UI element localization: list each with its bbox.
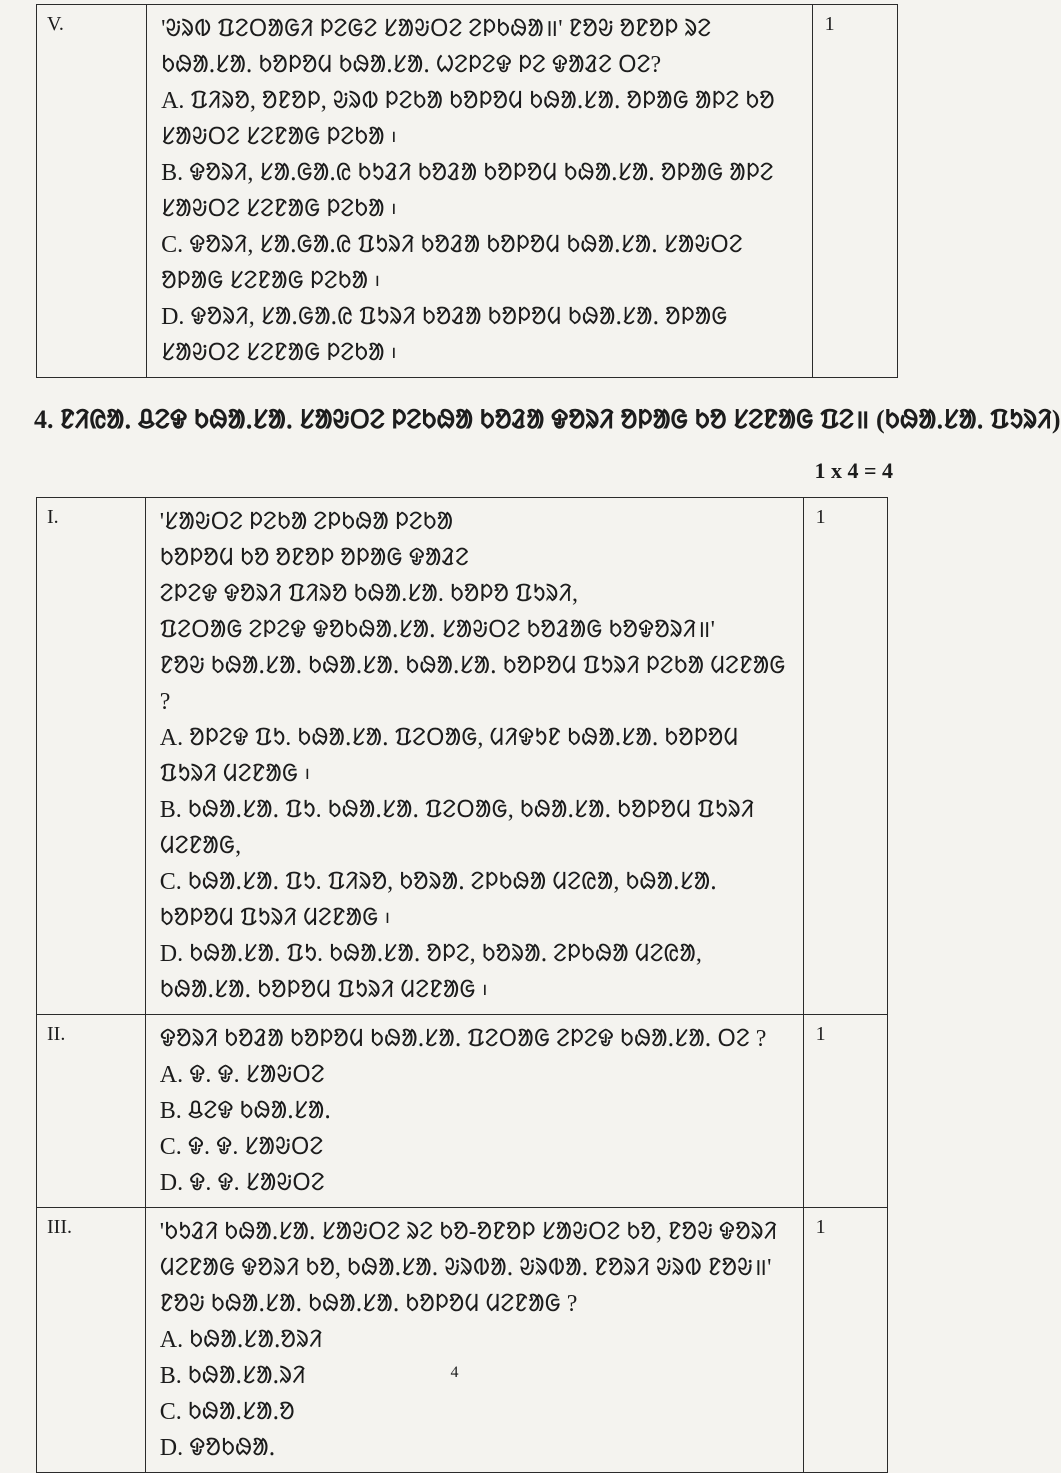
question-text: ᱫᱚᱨᱤ ᱠᱚᱲᱟ ᱠᱚᱞᱚᱢ ᱠᱷᱟᱹᱥᱟᱹ ᱯᱮᱛᱟᱜ ᱮᱞᱮᱫ ᱠᱷᱟᱹᱥᱟᱹ ᱛᱮ ? xyxy=(159,1026,767,1052)
option-c: C. ᱫ. ᱫ. ᱥᱟᱶᱛᱮ xyxy=(159,1134,324,1160)
question-4-heading: 4. ᱱᱤᱭᱟᱹ ᱪᱮᱫ ᱠᱷᱟᱹᱥᱟᱹ ᱥᱟᱶᱛᱮ ᱞᱮᱠᱷᱟ ᱠᱚᱲᱟ ᱫᱚᱨᱤ ᱚᱞᱟᱜ ᱠᱚ ᱥᱮᱱᱟᱜ ᱯᱮ॥ (ᱠᱷᱟᱹᱥᱟᱹ ᱯᱩᱨᱤ) xyxy=(34,405,1061,434)
option-b: B. ᱫᱚᱨᱤ, ᱥᱟᱹᱜᱟᱹᱭ ᱠᱩᱲᱤ ᱠᱚᱲᱟ ᱠᱚᱞᱚᱢ ᱠᱷᱟᱹᱥᱟᱹ ᱚᱞᱟᱜ ᱟᱞᱮ ᱥᱟᱶᱛᱮ ᱥᱮᱱᱟᱜ ᱞᱮᱠᱟ ᱾ xyxy=(161,160,774,222)
option-a: A. ᱫ. ᱫ. ᱥᱟᱶᱛᱮ xyxy=(159,1062,325,1088)
question-table-4 xyxy=(36,497,888,1473)
marks: 1 xyxy=(812,5,897,378)
poem-line: ᱮᱞᱮᱫ ᱫᱚᱨᱤ ᱯᱤᱨᱚ ᱠᱷᱟ.ᱥᱟ. ᱠᱚᱞᱚ ᱯᱩᱨᱤ, xyxy=(159,581,578,607)
poem-line: 'ᱥᱟᱶᱛᱮ ᱞᱮᱠᱟ ᱮᱞᱠᱷᱟ ᱞᱮᱠᱟ xyxy=(159,509,454,535)
question-cell xyxy=(147,5,813,378)
marks-scheme: 1 x 4 = 4 xyxy=(814,458,893,483)
option-b: B. ᱠᱷᱟᱹᱥᱟᱹ ᱯᱩ. ᱠᱷᱟᱹᱥᱟᱹ ᱯᱮᱛᱟᱜ, ᱠᱷᱟᱹᱥᱟᱹ ᱠᱚᱞᱚᱢ ᱯᱩᱨᱤ ᱢᱮᱱᱟᱜ, xyxy=(159,797,755,859)
question-text: ᱱᱚᱶ ᱠᱷᱟᱹᱥᱟᱹ ᱠᱷᱟᱹᱥᱟᱹ ᱠᱷᱟᱹᱥᱟᱹ ᱠᱚᱞᱚᱢ ᱯᱩᱨᱤ ᱞᱮᱠᱟ ᱢᱮᱱᱟᱜ ? xyxy=(159,653,786,715)
marks: 1 xyxy=(803,1208,887,1473)
question-cell xyxy=(145,498,803,1015)
option-a: A. ᱯᱤᱨᱚ, ᱚᱱᱚᱞ, ᱶᱨᱵ ᱞᱮᱠᱟ ᱠᱚᱞᱚᱢ ᱠᱷᱟᱹᱥᱟᱹ ᱚᱞᱟᱜ ᱟᱞᱮ ᱠᱚ ᱥᱟᱶᱛᱮ ᱥᱮᱱᱟᱜ ᱞᱮᱠᱟ ᱾ xyxy=(161,88,775,150)
option-d: D. ᱫᱚᱨᱤ, ᱥᱟᱹᱜᱟᱹᱭ ᱯᱩᱨᱤ ᱠᱚᱲᱟ ᱠᱚᱞᱚᱢ ᱠᱷᱟᱹᱥᱟᱹ ᱚᱞᱟᱜ ᱥᱟᱶᱛᱮ ᱥᱮᱱᱟᱜ ᱞᱮᱠᱟ ᱾ xyxy=(161,304,728,366)
option-a: A. ᱠᱷᱟᱹᱥᱟᱹᱚᱨᱤ xyxy=(159,1327,323,1353)
option-d: D. ᱫᱚᱠᱷᱟᱹ xyxy=(159,1435,276,1461)
row-number: III. xyxy=(37,1208,146,1473)
question-text: 'ᱠᱩᱲᱤ ᱠᱷᱟᱹᱥᱟᱹ ᱥᱟᱶᱛᱮ ᱨᱮ ᱠᱚ-ᱚᱱᱚᱞ ᱥᱟᱶᱛᱮ ᱠᱚ, ᱱᱚᱶ ᱫᱚᱨᱤ ᱢᱮᱱᱟᱜ ᱫᱚᱨᱤ ᱠᱚ, ᱠᱷᱟᱹᱥᱟᱹ ᱶᱨᱵᱟᱹ ᱶᱨᱵᱟᱹ ᱱᱚᱨᱤ ᱶᱨᱵ ᱱᱚᱶ॥' ᱱᱚᱶ ᱠᱷᱟᱹᱥᱟᱹ ᱠᱷᱟᱹᱥᱟᱹ ᱠᱚᱞᱚᱢ ᱢᱮᱱᱟᱜ ? xyxy=(159,1219,778,1317)
question-cell xyxy=(145,1208,803,1473)
option-c: C. ᱠᱷᱟᱹᱥᱟᱹ ᱯᱩ. ᱯᱤᱨᱚ, ᱠᱚᱨᱟᱹ ᱮᱞᱠᱷᱟ ᱢᱮᱭᱟ, ᱠᱷᱟᱹᱥᱟᱹ ᱠᱚᱞᱚᱢ ᱯᱩᱨᱤ ᱢᱮᱱᱟᱜ ᱾ xyxy=(159,869,717,931)
marks: 1 xyxy=(803,498,887,1015)
row-ii xyxy=(37,1015,888,1208)
row-i xyxy=(37,498,888,1015)
poem-line: ᱠᱚᱞᱚᱢ ᱠᱚ ᱚᱱᱚᱞ ᱚᱞᱟᱜ ᱫᱟᱲᱮ xyxy=(159,545,469,571)
option-c: C. ᱫᱚᱨᱤ, ᱥᱟᱹᱜᱟᱹᱭ ᱯᱩᱨᱤ ᱠᱚᱲᱟ ᱠᱚᱞᱚᱢ ᱠᱷᱟᱹᱥᱟᱹ ᱥᱟᱶᱛᱮ ᱚᱞᱟᱜ ᱥᱮᱱᱟᱜ ᱞᱮᱠᱟ ᱾ xyxy=(161,232,743,294)
poem-line: ᱯᱮᱛᱟᱜ ᱮᱞᱮᱫ ᱫᱚᱠᱷᱟᱹᱥᱟᱹ ᱥᱟᱶᱛᱮ ᱠᱚᱲᱟᱜ ᱠᱚᱫᱚᱨᱤ॥' xyxy=(159,617,715,643)
question-table-v xyxy=(36,4,898,378)
option-d: D. ᱠᱷᱟᱹᱥᱟᱹ ᱯᱩ. ᱠᱷᱟᱹᱥᱟᱹ ᱚᱞᱮ, ᱠᱚᱨᱟᱹ ᱮᱞᱠᱷᱟ ᱢᱮᱭᱟ, ᱠᱷᱟᱹᱥᱟᱹ ᱠᱚᱞᱚᱢ ᱯᱩᱨᱤ ᱢᱮᱱᱟᱜ ᱾ xyxy=(159,941,702,1003)
question-cell xyxy=(145,1015,803,1208)
marks: 1 xyxy=(803,1015,887,1208)
row-number: II. xyxy=(37,1015,146,1208)
option-b: B. ᱠᱷᱟᱹᱥᱟᱹᱨᱤ xyxy=(159,1363,306,1389)
option-b: B. ᱪᱮᱫ ᱠᱷᱟᱹᱥᱟᱹ xyxy=(159,1098,331,1124)
row-number: V. xyxy=(37,5,147,378)
row-iii xyxy=(37,1208,888,1473)
option-c: C. ᱠᱷᱟᱹᱥᱟᱹᱚ xyxy=(159,1399,295,1425)
option-a: A. ᱚᱞᱮᱫ ᱯᱩ. ᱠᱷᱟᱹᱥᱟᱹ ᱯᱮᱛᱟᱜ, ᱢᱤᱫᱩᱱ ᱠᱷᱟᱹᱥᱟᱹ ᱠᱚᱞᱚᱢ ᱯᱩᱨᱤ ᱢᱮᱱᱟᱜ ᱾ xyxy=(159,725,739,787)
row-number: I. xyxy=(37,498,146,1015)
option-d: D. ᱫ. ᱫ. ᱥᱟᱶᱛᱮ xyxy=(159,1170,325,1196)
question-text: 'ᱶᱨᱵ ᱯᱮᱛᱟᱜᱤ ᱞᱮᱜᱮ ᱥᱟᱶᱛᱮ ᱮᱞᱠᱷᱟ॥' ᱱᱚᱶ ᱚᱱᱚᱞ ᱨᱮ ᱠᱷᱟᱹᱥᱟᱹ ᱠᱚᱞᱚᱢ ᱠᱷᱟᱹᱥᱟᱹ ᱦᱮᱞᱮᱫ ᱞᱮ ᱫᱟᱲᱮ ᱛᱮ? xyxy=(161,16,712,78)
page-number: 4 xyxy=(450,1364,459,1381)
